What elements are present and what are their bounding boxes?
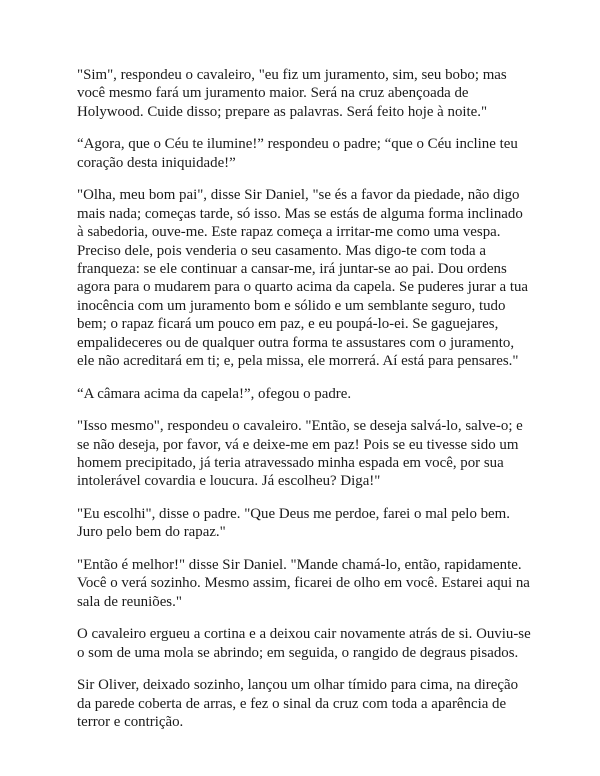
paragraph: “A câmara acima da capela!”, ofegou o padre.: [77, 385, 352, 402]
paragraph: “Agora, que o Céu te ilumine!” respondeu o padre; “que o Céu incline teu coração desta iniquidade!”: [77, 136, 518, 171]
paragraph: "Então é melhor!" disse Sir Daniel. "Mande chamá-lo, então, rapidamente. Você o verá sozinho. Mesmo assim, ficarei de olho em você. Estarei aqui na sala de reuniões.": [77, 557, 530, 610]
paragraph: "Sim", respondeu o cavaleiro, "eu fiz um juramento, sim, seu bobo; mas você mesmo fará um juramento maior. Será na cruz abençoada de Holywood. Cuide disso; prepare as palavras. Será feito hoje à noite.": [77, 67, 507, 120]
paragraph: O cavaleiro ergueu a cortina e a deixou cair novamente atrás de si. Ouviu-se o som de uma mola se abrindo; em seguida, o rangido de degraus pisados.: [77, 626, 531, 661]
paragraph: "Olha, meu bom pai", disse Sir Daniel, "se és a favor da piedade, não digo mais nada; começas tarde, só isso. Mas se estás de alguma forma inclinado à sabedoria, ouve-me. Este rapaz começa a irritar-me como uma vespa. Preciso dele, pois venderia o seu casamento. Mas digo-te com toda a franqueza: se ele continuar a cansar-me, irá juntar-se ao pai. Dou ordens agora para o mudarem para o quarto acima da capela. Se puderes jurar a tua inocência com um juramento bom e sólido e um semblante seguro, tudo bem; o rapaz ficará um pouco em paz, e eu poupá-lo-ei. Se gaguejares, empalideceres ou de qualquer outra forma te assustares com o juramento, ele não acreditará em ti; e, pela missa, ele morrerá. Aí está para pensares.": [77, 187, 529, 370]
paragraph: "Eu escolhi", disse o padre. "Que Deus me perdoe, farei o mal pelo bem. Juro pelo bem do rapaz.": [77, 506, 510, 541]
paragraph: "Isso mesmo", respondeu o cavaleiro. "Então, se deseja salvá-lo, salve-o; e se não deseja, por favor, vá e deixe-me em paz! Pois se eu tivesse sido um homem precipitado, já teria atravessado minha espada em você, por sua intolerável covardia e loucura. Já escolheu? Diga!": [77, 418, 523, 490]
paragraph: Sir Oliver, deixado sozinho, lançou um olhar tímido para cima, na direção da parede coberta de arras, e fez o sinal da cruz com toda a aparência de terror e contrição.: [77, 677, 519, 731]
body-text: [77, 66, 533, 746]
